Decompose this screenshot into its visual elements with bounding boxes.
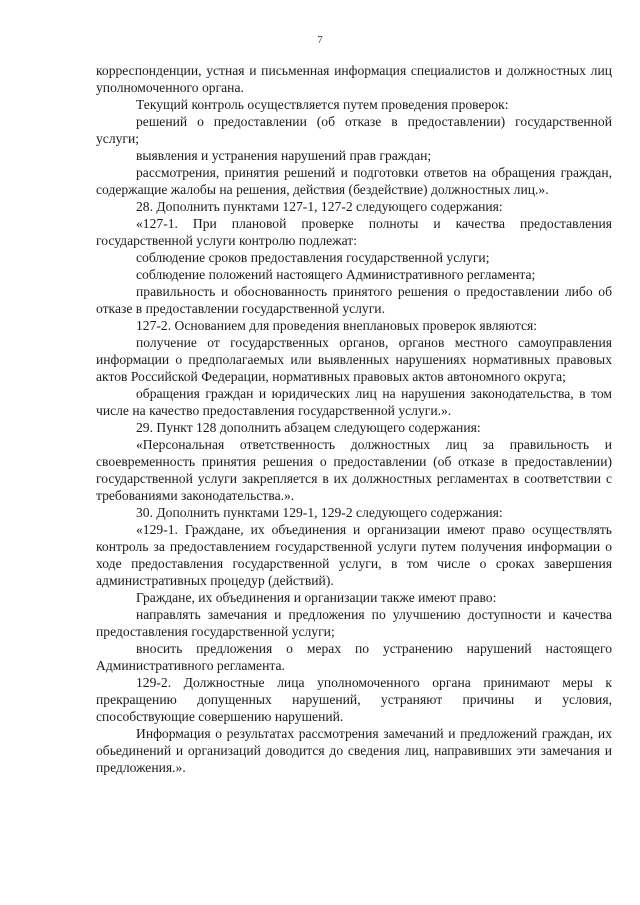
- page-number: 7: [317, 34, 323, 46]
- paragraph: 30. Дополнить пунктами 129-1, 129-2 следующего содержания:: [136, 505, 503, 520]
- paragraph: «127-1. При плановой проверке полноты и качества предоставления государственной услуги контролю подлежат:: [96, 216, 612, 248]
- paragraph: правильность и обоснованность принятого решения о предоставлении либо об отказе в предоставлении государственной услуги.: [96, 284, 612, 316]
- paragraph: 28. Дополнить пунктами 127-1, 127-2 следующего содержания:: [136, 199, 503, 214]
- paragraph: Информация о результатах рассмотрения замечаний и предложений граждан, их обьединений и организаций доводится до сведения лиц, направивших эти замечания и предложения.».: [96, 726, 612, 775]
- paragraph: Граждане, их объединения и организации также имеют право:: [136, 590, 497, 605]
- paragraph: решений о предоставлении (об отказе в предоставлении) государственной услуги;: [96, 114, 612, 146]
- paragraph: соблюдение сроков предоставления государственной услуги;: [136, 250, 490, 265]
- paragraph: вносить предложения о мерах по устранению нарушений настоящего Административного регламента.: [96, 641, 612, 673]
- paragraph: «129-1. Граждане, их объединения и организации имеют право осуществлять контроль за предоставлением государственной услуги путем получения информации о ходе предоставления государственной услуги, в том числе о сроках завершения административных процедур (действий).: [96, 522, 612, 588]
- paragraph: «Персональная ответственность должностных лиц за правильность и своевременность принятия решения о предоставлении (об отказе в предоставлении) государственной услуги закрепляется в их должностных регламентах в соответствии с требованиями законодательства.».: [96, 437, 612, 503]
- paragraph: направлять замечания и предложения по улучшению доступности и качества предоставления государственной услуги;: [96, 607, 612, 639]
- paragraph: рассмотрения, принятия решений и подготовки ответов на обращения граждан, содержащие жалобы на решения, действия (бездействие) должностных лиц.».: [96, 165, 612, 197]
- paragraph: выявления и устранения нарушений прав граждан;: [136, 148, 432, 163]
- paragraph: 29. Пункт 128 дополнить абзацем следующего содержания:: [136, 420, 481, 435]
- paragraph: получение от государственных органов, органов местного самоуправления информации о предполагаемых или выявленных нарушениях нормативных правовых актов Российской Федерации, нормативных правовых актов автономного округа;: [96, 335, 612, 384]
- paragraph: обращения граждан и юридических лиц на нарушения законодательства, в том числе на качество предоставления государственной услуги.».: [96, 386, 612, 418]
- paragraph: корреспонденции, устная и письменная информация специалистов и должностных лиц уполномоченного органа.: [96, 63, 612, 95]
- paragraph: соблюдение положений настоящего Административного регламента;: [136, 267, 536, 282]
- paragraph: 127-2. Основанием для проведения внеплановых проверок являются:: [136, 318, 538, 333]
- paragraph: Текущий контроль осуществляется путем проведения проверок:: [136, 97, 509, 112]
- paragraph: 129-2. Должностные лица уполномоченного органа принимают меры к прекращению допущенных нарушений, устраняют причины и условия, способствующие совершению нарушений.: [96, 675, 612, 724]
- document-body: [96, 62, 612, 776]
